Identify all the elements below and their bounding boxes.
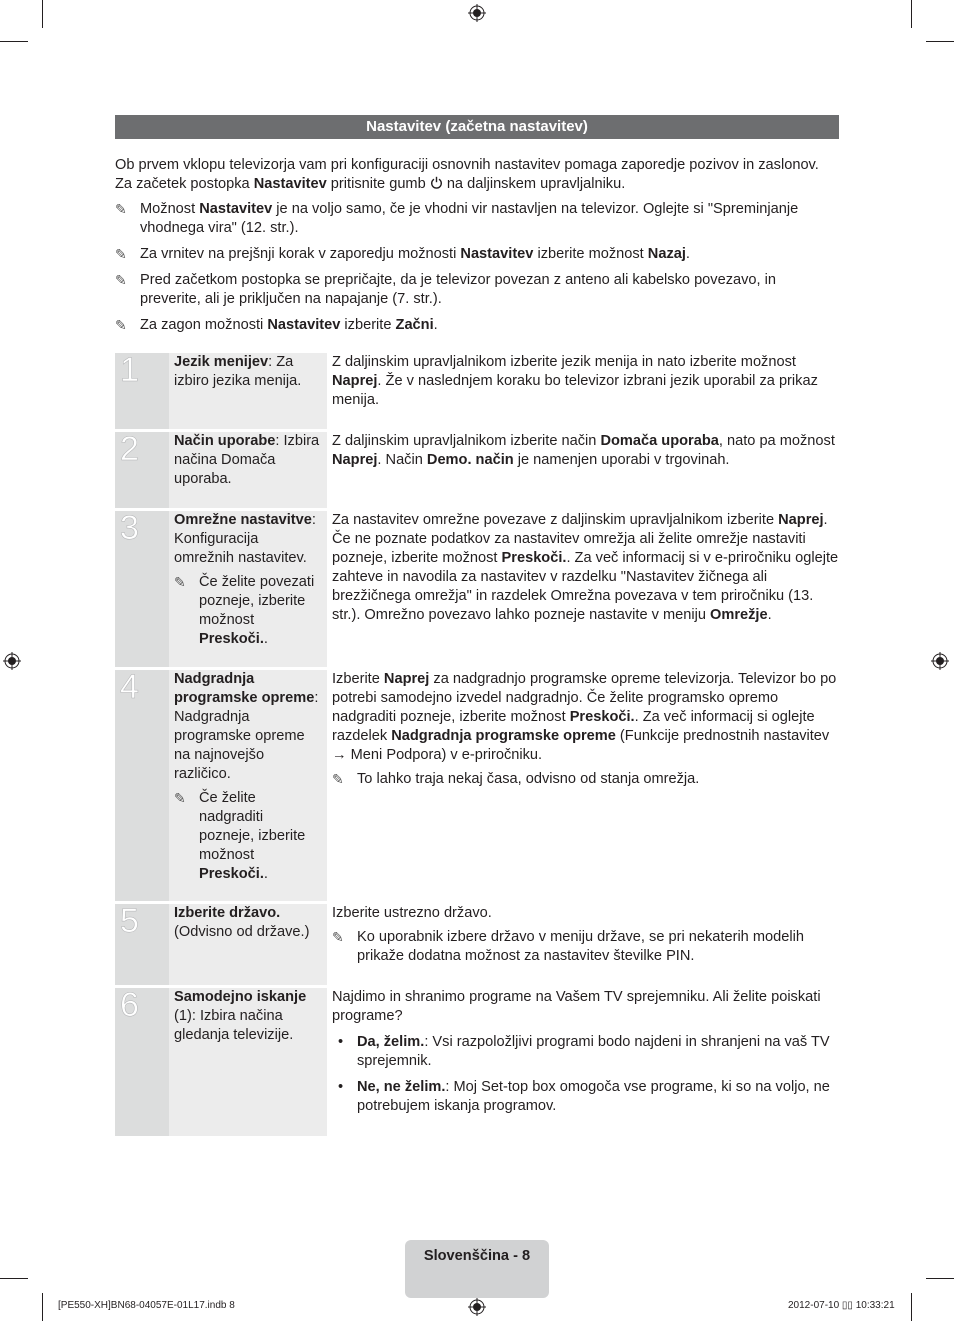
step-row xyxy=(115,511,839,667)
registration-mark-icon xyxy=(931,652,949,670)
pencil-note-icon: ✎ xyxy=(115,246,127,262)
list-item: • Ne, ne želim.: Moj Set-top box omogoča vse programe, ki so na voljo, ne potrebujem iskanja programov. xyxy=(332,1078,839,1116)
crop-mark xyxy=(926,1278,954,1279)
note-item: ✎ Če želite nadgraditi pozneje, izberite možnost Preskoči.. xyxy=(174,790,306,882)
step-heading: Omrežne nastavitve: Konfiguracija omrežnih nastavitev. ✎ Če želite povezati pozneje, izberite možnost Preskoči.. xyxy=(169,511,327,667)
step-row xyxy=(115,904,839,985)
step-heading: Izberite državo. (Odvisno od države.) xyxy=(169,904,327,985)
section-title: Nastavitev (začetna nastavitev) xyxy=(115,115,839,139)
pencil-note-icon: ✎ xyxy=(115,317,127,333)
step-row xyxy=(115,988,839,1136)
pencil-note-icon: ✎ xyxy=(174,574,186,590)
step-description: Za nastavitev omrežne povezave z daljinskim upravljalnikom izberite Naprej. Če ne poznate podatkov za nastavitev omrežja ali želite omrežje nastaviti pozneje, izberite možnost Preskoči.. Za več informacij si v e-priročniku oglejte zahteve in navodila za nastavitev v razdelku "Nastavitev žičnega ali brezžičnega omrežja" in razdelek Omrežna povezava v tem priročniku (13. str.). Omrežno povezavo lahko pozneje nastavite v meniju Omrežje. xyxy=(332,512,839,623)
crop-mark xyxy=(0,1278,28,1279)
step-row xyxy=(115,432,839,508)
footer-file-info: [PE550-XH]BN68-04057E-01L17.indb 8 xyxy=(58,1300,235,1311)
step-heading: Način uporabe: Izbira načina Domača uporaba. xyxy=(169,432,327,508)
step-number: 4 xyxy=(115,670,169,901)
note-item: ✎ Za vrnitev na prejšnji korak v zaporedju možnosti Nastavitev izberite možnost Nazaj. xyxy=(115,246,690,262)
registration-mark-icon xyxy=(468,1298,486,1316)
pencil-note-icon: ✎ xyxy=(174,790,186,806)
step-description: Z daljinskim upravljalnikom izberite jezik menija in nato izberite možnost Naprej. Že v naslednjem koraku bo televizor izbrani jezik uporabil za prikaz menija. xyxy=(332,354,818,408)
note-item: ✎ Pred začetkom postopka se prepričajte, da je televizor povezan z anteno ali kabelsko povezavo, in preverite, ali je priključen na napajanje (7. str.). xyxy=(115,272,777,307)
note-item: ✎ Za zagon možnosti Nastavitev izberite Začni. xyxy=(115,317,438,333)
crop-mark xyxy=(0,41,28,42)
step-number: 2 xyxy=(115,432,169,508)
pencil-note-icon: ✎ xyxy=(115,272,127,288)
step-description: Izberite ustrezno državo. ✎ Ko uporabnik izbere državo v meniju države, se pri nekaterih modelih prikaže dodatna možnost za nastavitev številke PIN. xyxy=(327,904,839,985)
note-item: ✎ Če želite povezati pozneje, izberite možnost Preskoči.. xyxy=(174,574,315,647)
step-row xyxy=(115,353,839,429)
crop-mark xyxy=(911,0,912,28)
registration-mark-icon xyxy=(468,4,486,22)
step-number: 5 xyxy=(115,904,169,985)
step-number: 1 xyxy=(115,353,169,429)
step-heading: Samodejno iskanje (1): Izbira načina gledanja televizije. xyxy=(169,988,327,1136)
power-icon xyxy=(430,176,443,189)
pencil-note-icon: ✎ xyxy=(332,771,344,787)
pencil-note-icon: ✎ xyxy=(332,929,344,945)
step-description: Z daljinskim upravljalnikom izberite način Domača uporaba, nato pa možnost Naprej. Način Demo. način je namenjen uporabi v trgovinah. xyxy=(332,433,835,468)
note-item: ✎ To lahko traja nekaj časa, odvisno od stanja omrežja. xyxy=(332,771,700,787)
step-number: 6 xyxy=(115,988,169,1136)
step-heading: Jezik menijev: Za izbiro jezika menija. xyxy=(169,353,327,429)
list-item: • Da, želim.: Vsi razpoložljivi programi bodo najdeni in shranjeni na vaš TV sprejemnik. xyxy=(332,1033,839,1071)
note-item: ✎ Možnost Nastavitev je na voljo samo, če je vhodni vir nastavljen na televizor. Oglejte si "Spreminjanje vhodnega vira" (12. str.). xyxy=(115,201,799,236)
step-description: Izberite Naprej za nadgradnjo programske opreme televizorja. Televizor bo po potrebi samodejno izvedel nadgradnjo. Če želite programsko opremo nadgraditi pozneje, izberite možnost Preskoči.. Za več informacij si oglejte razdelek Nadgradnja programske opreme (Funkcije prednostnih nastavitev → Meni Podpora) v e-priročniku. ✎ To lahko traja nekaj časa, odvisno od stanja omrežja. xyxy=(327,670,839,901)
note-item: ✎ Ko uporabnik izbere državo v meniju države, se pri nekaterih modelih prikaže dodatna možnost za nastavitev številke PIN. xyxy=(332,929,804,964)
step-row xyxy=(115,670,839,901)
step-heading: Nadgradnja programske opreme: Nadgradnja programske opreme na najnovejšo različico. ✎ Če želite nadgraditi pozneje, izberite možnost Preskoči.. xyxy=(169,670,327,901)
bullet-icon: • xyxy=(338,1079,344,1095)
step-description: Najdimo in shranimo programe na Vašem TV sprejemniku. Ali želite poiskati programe? • Da, želim.: Vsi razpoložljivi programi bodo najdeni in shranjeni na vaš TV sprejemnik. • Ne, ne želim.: Moj Set-top box omogoča vse programe, ki so na voljo, ne potrebujem iskanja programov. xyxy=(327,988,839,1136)
crop-mark xyxy=(911,1293,912,1321)
crop-mark xyxy=(42,1293,43,1321)
bullet-icon: • xyxy=(338,1034,344,1050)
intro-paragraph: Ob prvem vklopu televizorja vam pri konfiguraciji osnovnih nastavitev pomaga zaporedje pozivov in zaslonov. Za začetek postopka Nastavitev pritisnite gumb na daljinskem upravljalniku. xyxy=(115,157,819,192)
page-number-badge: Slovenščina - 8 xyxy=(405,1240,549,1298)
crop-mark xyxy=(42,0,43,28)
intro-block xyxy=(115,156,839,342)
footer-timestamp: 2012-07-10 ▯▯ 10:33:21 xyxy=(788,1300,895,1311)
step-number: 3 xyxy=(115,511,169,667)
crop-mark xyxy=(926,41,954,42)
pencil-note-icon: ✎ xyxy=(115,201,127,217)
registration-mark-icon xyxy=(3,652,21,670)
